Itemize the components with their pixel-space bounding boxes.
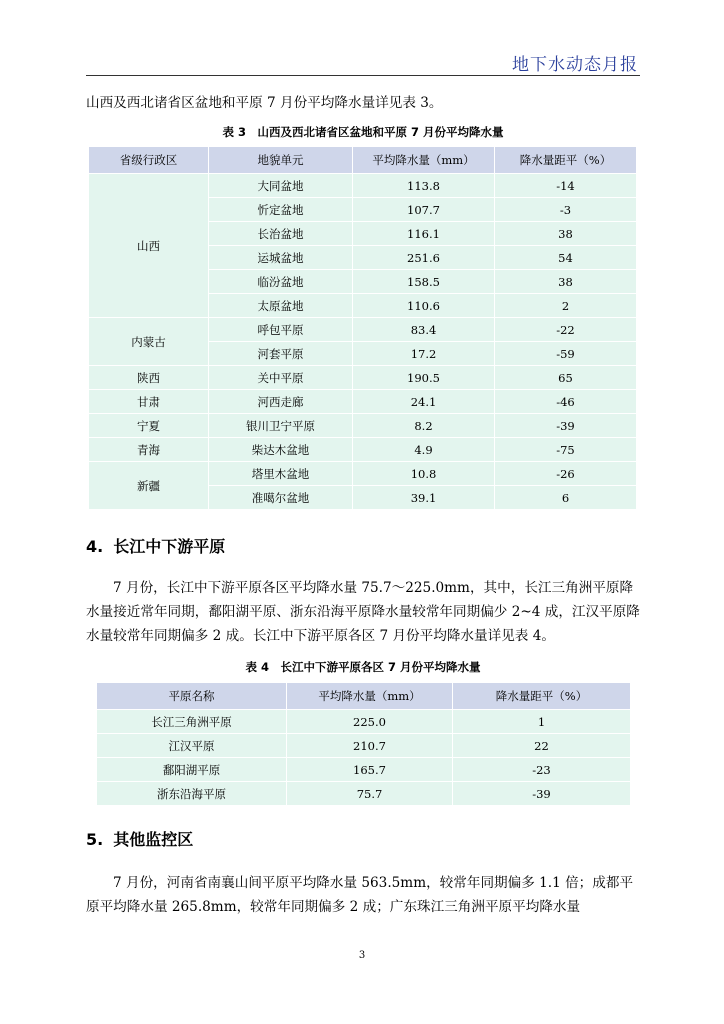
anomaly-cell: -46 — [495, 390, 637, 414]
precip-cell: 116.1 — [353, 222, 495, 246]
table3-caption: 表 3 山西及西北诸省区盆地和平原 7 月份平均降水量 — [222, 125, 504, 139]
table3 — [88, 146, 637, 510]
province-cell: 青海 — [89, 438, 209, 462]
table-row — [89, 366, 637, 390]
landform-cell: 关中平原 — [209, 366, 353, 390]
landform-cell: 呼包平原 — [209, 318, 353, 342]
table3-header-cell: 省级行政区 — [89, 147, 209, 174]
precip-cell: 107.7 — [353, 198, 495, 222]
anomaly-cell: -59 — [495, 342, 637, 366]
page-number: 3 — [358, 950, 366, 961]
table3-header-row — [89, 147, 637, 174]
precip-cell: 10.8 — [353, 462, 495, 486]
table-row — [89, 174, 637, 198]
precip-cell: 75.7 — [287, 782, 453, 806]
table4-caption: 表 4 长江中下游平原各区 7 月份平均降水量 — [245, 660, 481, 674]
landform-cell: 临汾盆地 — [209, 270, 353, 294]
landform-cell: 长治盆地 — [209, 222, 353, 246]
landform-cell: 塔里木盆地 — [209, 462, 353, 486]
anomaly-cell: 2 — [495, 294, 637, 318]
precip-cell: 251.6 — [353, 246, 495, 270]
anomaly-cell: -75 — [495, 438, 637, 462]
section5-number: 5. — [86, 830, 104, 849]
table4-header-cell: 平均降水量（mm） — [287, 683, 453, 710]
precip-cell: 17.2 — [353, 342, 495, 366]
anomaly-cell: 54 — [495, 246, 637, 270]
anomaly-cell: 22 — [453, 734, 631, 758]
section4-number: 4. — [86, 537, 104, 556]
table-row — [97, 758, 631, 782]
province-cell: 山西 — [89, 174, 209, 318]
anomaly-cell: -23 — [453, 758, 631, 782]
report-title: 地下水动态月报 — [512, 55, 638, 75]
section5-title: 其他监控区 — [113, 830, 194, 849]
precip-cell: 4.9 — [353, 438, 495, 462]
anomaly-cell: 1 — [453, 710, 631, 734]
anomaly-cell: -26 — [495, 462, 637, 486]
intro-paragraph: 山西及西北诸省区盆地和平原 7 月份平均降水量详见表 3。 — [86, 95, 443, 111]
table-row — [89, 414, 637, 438]
landform-cell: 河套平原 — [209, 342, 353, 366]
header-divider — [86, 75, 640, 76]
table-row — [89, 390, 637, 414]
plain-name-cell: 长江三角洲平原 — [97, 710, 287, 734]
landform-cell: 准噶尔盆地 — [209, 486, 353, 510]
anomaly-cell: -39 — [453, 782, 631, 806]
province-cell: 宁夏 — [89, 414, 209, 438]
precip-cell: 8.2 — [353, 414, 495, 438]
province-cell: 陕西 — [89, 366, 209, 390]
precip-cell: 210.7 — [287, 734, 453, 758]
section4-paragraph: 7 月份，长江中下游平原各区平均降水量 75.7～225.0mm，其中，长江三角洲平原降水量接近常年同期，鄱阳湖平原、浙东沿海平原降水量较常年同期偏少 2~4 成，江汉平原降水量较常年同期偏多 2 成。长江中下游平原各区 7 月份平均降水量详见表 4。 — [86, 580, 640, 644]
landform-cell: 银川卫宁平原 — [209, 414, 353, 438]
province-cell: 甘肃 — [89, 390, 209, 414]
anomaly-cell: -14 — [495, 174, 637, 198]
table4 — [96, 682, 631, 806]
precip-cell: 39.1 — [353, 486, 495, 510]
table-row — [97, 782, 631, 806]
table-row — [89, 438, 637, 462]
section5-paragraph: 7 月份，河南省南襄山间平原平均降水量 563.5mm，较常年同期偏多 1.1 倍；成都平原平均降水量 265.8mm，较常年同期偏多 2 成；广东珠江三角洲平原平均降水量 — [86, 875, 634, 915]
landform-cell: 运城盆地 — [209, 246, 353, 270]
table3-header-cell: 地貌单元 — [209, 147, 353, 174]
plain-name-cell: 浙东沿海平原 — [97, 782, 287, 806]
landform-cell: 大同盆地 — [209, 174, 353, 198]
precip-cell: 83.4 — [353, 318, 495, 342]
landform-cell: 柴达木盆地 — [209, 438, 353, 462]
province-cell: 内蒙古 — [89, 318, 209, 366]
table-row — [97, 710, 631, 734]
plain-name-cell: 江汉平原 — [97, 734, 287, 758]
section4-heading — [86, 534, 235, 557]
anomaly-cell: -3 — [495, 198, 637, 222]
precip-cell: 158.5 — [353, 270, 495, 294]
section5-heading — [86, 827, 203, 850]
landform-cell: 河西走廊 — [209, 390, 353, 414]
table-row — [97, 734, 631, 758]
anomaly-cell: -22 — [495, 318, 637, 342]
table3-header-cell: 降水量距平（%） — [495, 147, 637, 174]
table-row — [89, 318, 637, 342]
precip-cell: 225.0 — [287, 710, 453, 734]
plain-name-cell: 鄱阳湖平原 — [97, 758, 287, 782]
precip-cell: 110.6 — [353, 294, 495, 318]
precip-cell: 24.1 — [353, 390, 495, 414]
anomaly-cell: 38 — [495, 222, 637, 246]
anomaly-cell: 38 — [495, 270, 637, 294]
precip-cell: 165.7 — [287, 758, 453, 782]
table4-header-cell: 平原名称 — [97, 683, 287, 710]
table4-header-row — [97, 683, 631, 710]
table3-header-cell: 平均降水量（mm） — [353, 147, 495, 174]
table4-header-cell: 降水量距平（%） — [453, 683, 631, 710]
anomaly-cell: 6 — [495, 486, 637, 510]
table-row — [89, 462, 637, 486]
landform-cell: 忻定盆地 — [209, 198, 353, 222]
anomaly-cell: 65 — [495, 366, 637, 390]
section4-title: 长江中下游平原 — [113, 537, 226, 556]
anomaly-cell: -39 — [495, 414, 637, 438]
landform-cell: 太原盆地 — [209, 294, 353, 318]
precip-cell: 190.5 — [353, 366, 495, 390]
province-cell: 新疆 — [89, 462, 209, 510]
precip-cell: 113.8 — [353, 174, 495, 198]
